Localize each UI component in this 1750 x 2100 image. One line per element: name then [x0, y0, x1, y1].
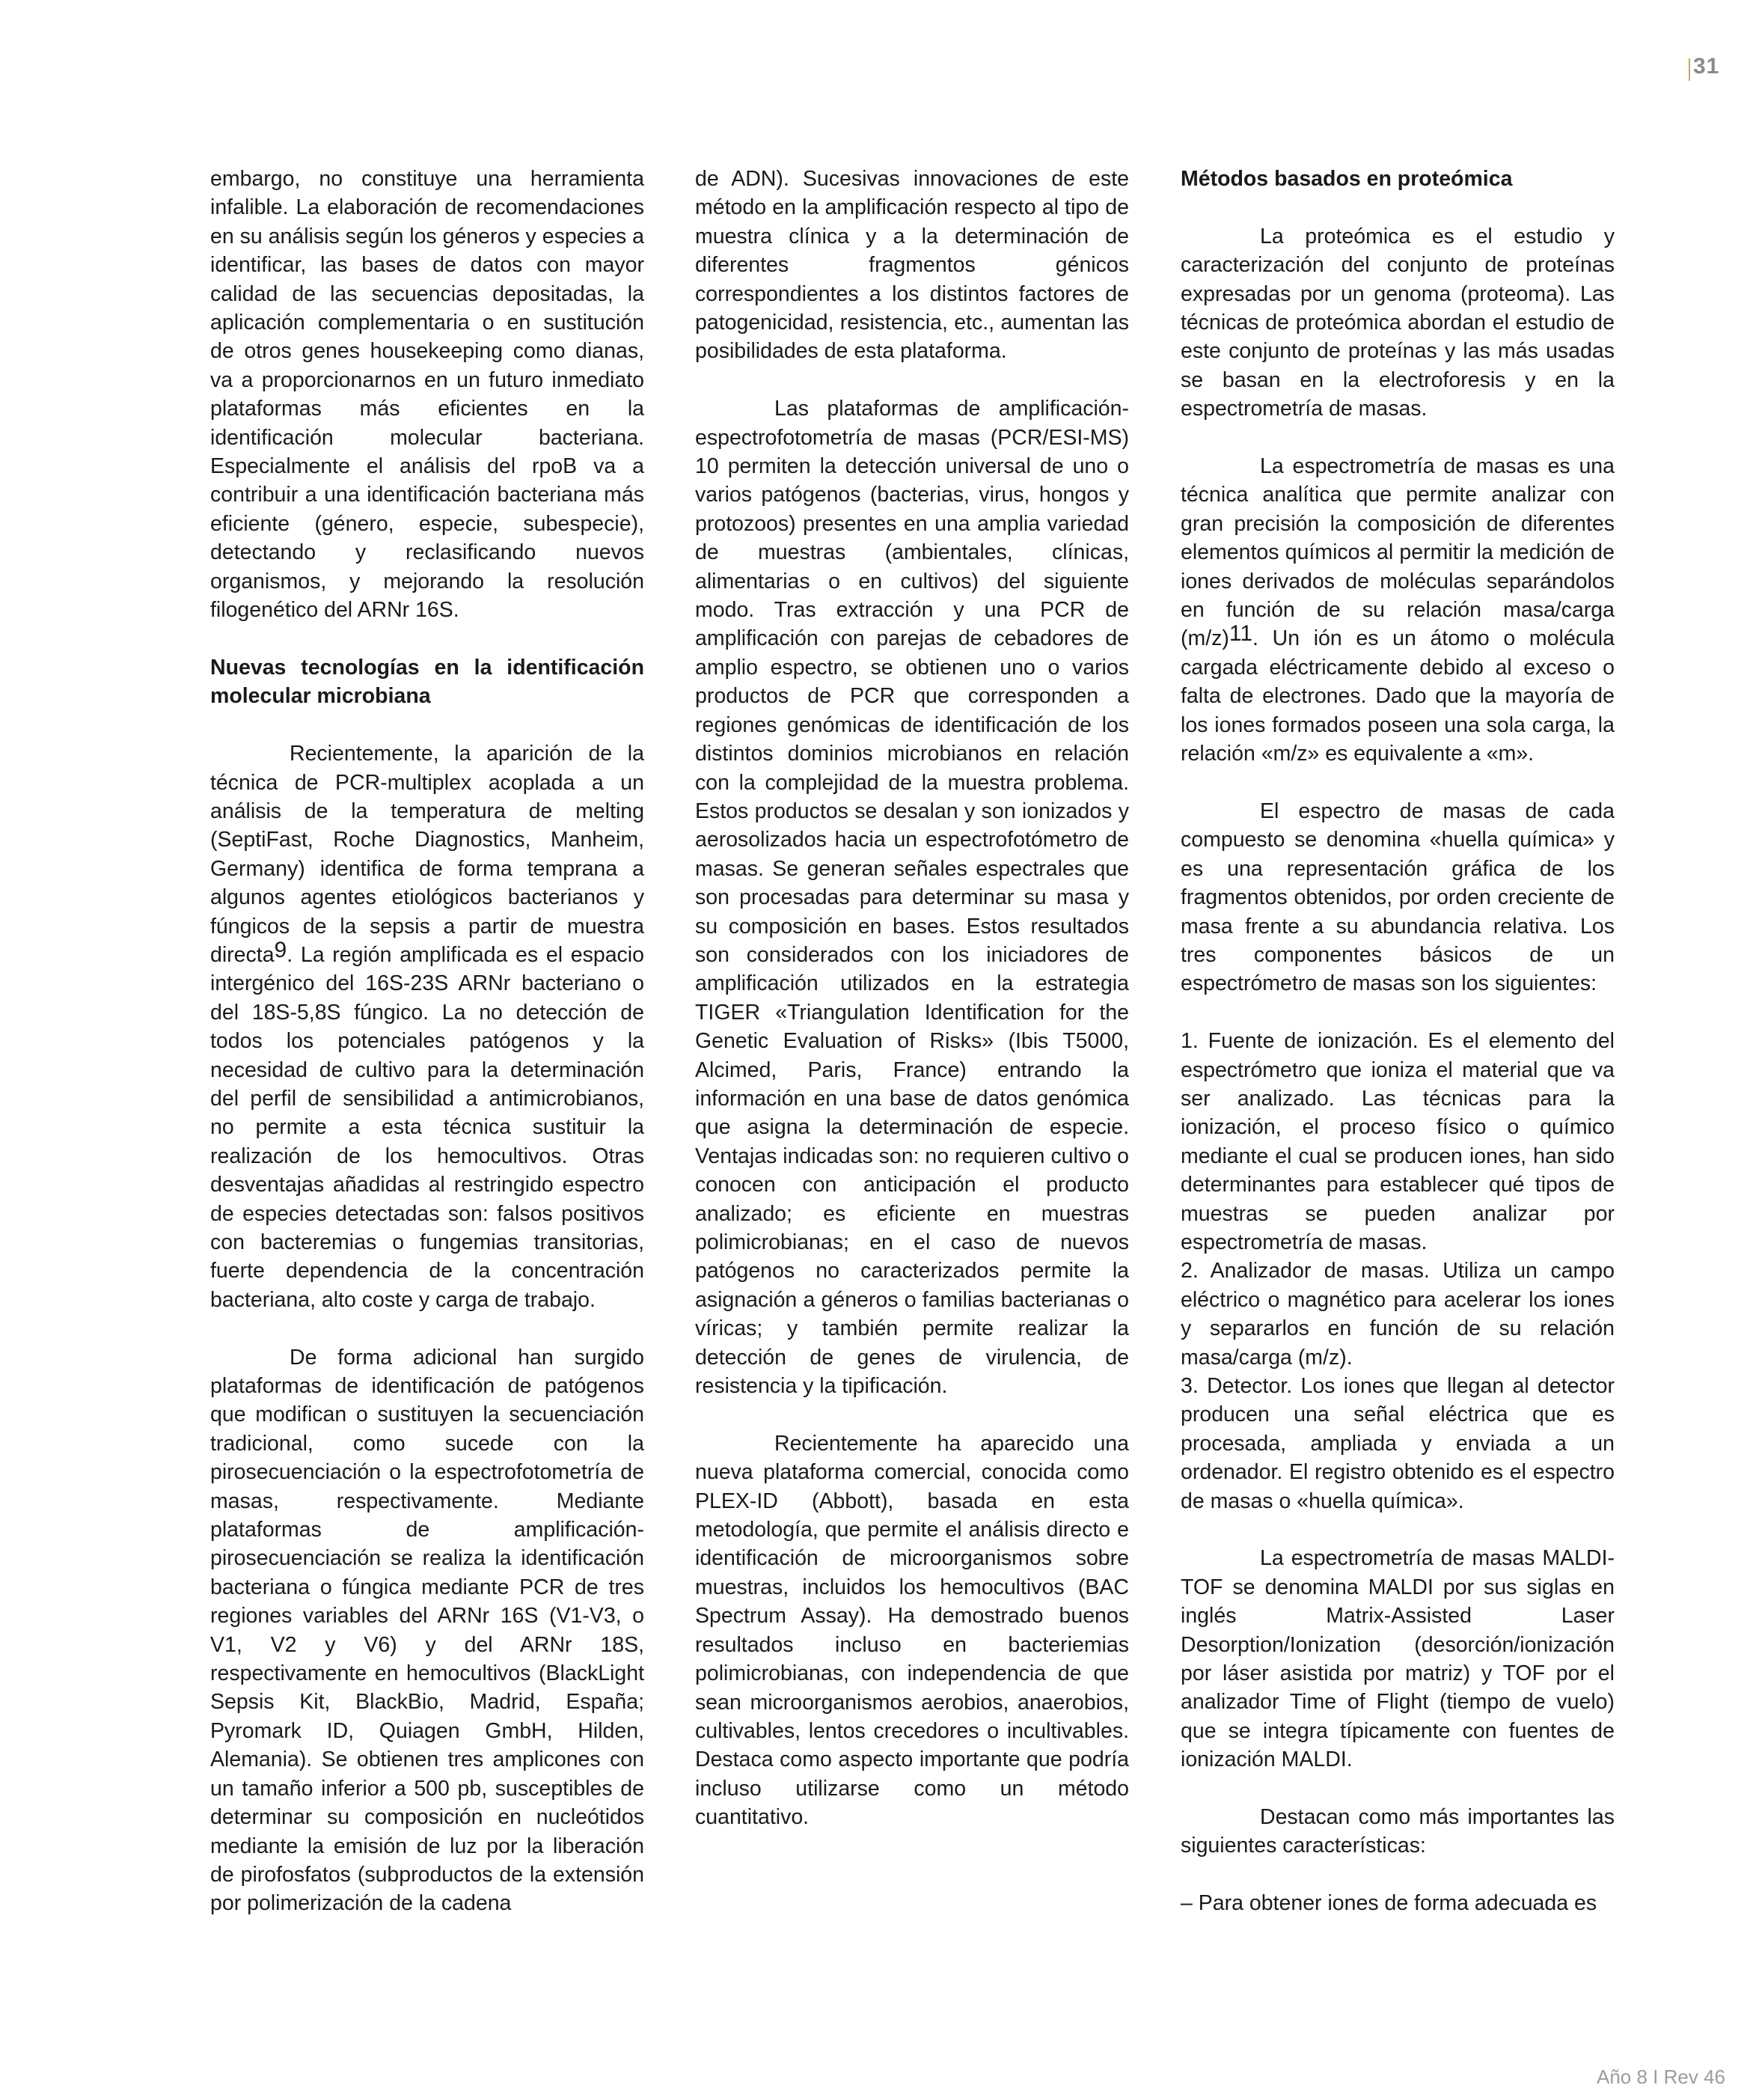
paragraph: La proteómica es el estudio y caracterización del conjunto de proteínas expresadas por un genoma (proteoma). Las técnicas de proteómica abordan el estudio de este conjunto de proteínas y las más usadas se basan en la electroforesis y en la espectrometría de masas. [1181, 224, 1615, 421]
text-column-1 [210, 165, 644, 1947]
page-number: 31 [1693, 54, 1720, 79]
paragraph: El espectro de masas de cada compuesto se denomina «huella química» y es una representación gráfica de los fragmentos obtenidos, por orden creciente de masa frente a su abundancia relativa. Los tres componentes básicos de un espectrómetro de masas son los siguientes: [1181, 799, 1615, 996]
paragraph [210, 739, 644, 1314]
paragraph: de ADN). Sucesivas innovaciones de este método en la amplificación respecto al tipo de muestra clínica y a la determinación de diferentes fragmentos génicos correspondientes a los distintos factores de patogenicidad, resistencia, etc., aumentan las posibilidades de esta plataforma. [695, 167, 1129, 364]
reference-marker: 9 [274, 937, 287, 962]
paragraph: Recientemente ha aparecido una nueva plataforma comercial, conocida como PLEX-ID (Abbott), basada en esta metodología, que permite el análisis directo e identificación de microorganismos sobre muestras, incluidos los hemocultivos (BAC Spectrum Assay). Ha demostrado buenos resultados incluso en bacteriemias polimicrobianas, con independencia de que sean microorganismos aerobios, anaerobios, cultivables, lentos crecedores o incultivables. Destaca como aspecto importante que podría incluso utilizarse como un método cuantitativo. [695, 1431, 1129, 1830]
section-heading: Métodos basados en proteómica [1181, 167, 1513, 191]
paragraph: – Para obtener iones de forma adecuada es [1181, 1891, 1597, 1916]
component-list [1181, 1027, 1615, 1516]
text-column-2 [695, 165, 1129, 1861]
paragraph: Destacan como más importantes las siguientes características: [1181, 1805, 1615, 1858]
paragraph-text: La espectrometría de masas es una técnica analítica que permite analizar con gran precisión la composición de diferentes elementos químicos al permitir la medición de iones derivados de moléculas separándolos en función de su relación masa/carga (m/z) [1181, 454, 1615, 651]
text-column-3 [1181, 165, 1615, 1947]
paragraph-text: . Un ión es un átomo o molécula cargada eléctricamente debido al exceso o falta de electrones. Dado que la mayoría de los iones formados poseen una sola carga, la relación «m/z» es equivalente a «m». [1181, 626, 1615, 766]
list-item: 1. Fuente de ionización. Es el elemento del espectrómetro que ioniza el material que va ser analizado. Las técnicas para la ionización, el proceso físico o químico mediante el cual se producen iones, han sido determinantes para establecer qué tipos de muestras se pueden analizar por espectrometría de masas. [1181, 1029, 1615, 1254]
paragraph: La espectrometría de masas MALDI-TOF se denomina MALDI por sus siglas en inglés Matrix-Assisted Laser Desorption/Ionization (desorción/ionización por láser asistida por matriz) y TOF por el analizador Time of Flight (tiempo de vuelo) que se integra típicamente con fuentes de ionización MALDI. [1181, 1546, 1615, 1772]
paragraph [1181, 452, 1615, 768]
paragraph: embargo, no constituye una herramienta infalible. La elaboración de recomendaciones en su análisis según los géneros y especies a identificar, las bases de datos con mayor calidad de las secuencias depositadas, la aplicación complementaria o en sustitución de otros genes housekeeping como dianas, va a proporcionarnos en un futuro inmediato plataformas más eficientes en la identificación molecular bacteriana. Especialmente el análisis del rpoB va a contribuir a una identificación bacteriana más eficiente (género, especie, subespecie), detectando y reclasificando nuevos organismos, y mejorando la resolución filogenético del ARNr 16S. [210, 167, 644, 623]
paragraph-text: . La región amplificada es el espacio intergénico del 16S-23S ARNr bacteriano o del 18S-5,8S fúngico. La no detección de todos los potenciales patógenos y la necesidad de cultivo para la determinación del perfil de sensibilidad a antimicrobianos, no permite a esta técnica sustituir la realización de los hemocultivos. Otras desventajas añadidas al restringido espectro de especies detectadas son: falsos positivos con bacteremias o fungemias transitorias, fuerte dependencia de la concentración bacteriana, alto coste y carga de trabajo. [210, 942, 644, 1312]
list-item: 2. Analizador de masas. Utiliza un campo eléctrico o magnético para acelerar los iones y separarlos en función de su relación masa/carga (m/z). [1181, 1259, 1615, 1370]
list-item: 3. Detector. Los iones que llegan al detector producen una señal eléctrica que es procesada, ampliada y enviada a un ordenador. El registro obtenido es el espectro de masas o «huella química». [1181, 1374, 1615, 1513]
paragraph: De forma adicional han surgido plataformas de identificación de patógenos que modifican o sustituyen la secuenciación tradicional, como sucede con la pirosecuenciación o la espectrofotometría de masas, respectivamente. Mediante plataformas de amplificación-pirosecuenciación se realiza la identificación bacteriana o fúngica mediante PCR de tres regiones variables del ARNr 16S (V1-V3, o V1, V2 y V6) y del ARNr 18S, respectivamente en hemocultivos (BlackLight Sepsis Kit, BlackBio, Madrid, España; Pyromark ID, Quiagen GmbH, Hilden, Alemania). Se obtienen tres amplicones con un tamaño inferior a 500 pb, susceptibles de determinar su composición en nucleótidos mediante la emisión de luz por la liberación de pirofosfatos (subproductos de la extensión por polimerización de la cadena [210, 1345, 644, 1916]
footer-issue: Año 8 I Rev 46 [1597, 2066, 1725, 2088]
paragraph-text: Recientemente, la aparición de la técnica de PCR-multiplex acoplada a un análisis de la temperatura de melting (SeptiFast, Roche Diagnostics, Manheim, Germany) identifica de forma temprana a algunos agentes etiológicos bacterianos y fúngicos de la sepsis a partir de muestra directa [210, 742, 644, 967]
section-heading: Nuevas tecnologías en la identificación molecular microbiana [210, 655, 644, 709]
reference-marker: 11 [1229, 621, 1253, 647]
paragraph: Las plataformas de amplificación-espectrofotometría de masas (PCR/ESI-MS) 10 permiten la detección universal de uno o varios patógenos (bacterias, virus, hongos y protozoos) presentes en una amplia variedad de muestras (ambientales, clínicas, alimentarias o en cultivos) del siguiente modo. Tras extracción y una PCR de amplificación con parejas de cebadores de amplio espectro, se obtienen uno o varios productos de PCR que corresponden a regiones genómicas de identificación de los distintos dominios microbianos en relación con la complejidad de la muestra problema. Estos productos se desalan y son ionizados y aerosolizados hacia un espectrofotómetro de masas. Se generan señales espectrales que son procesadas para determinar su masa y su composición en bases. Estos resultados son considerados con los iniciadores de amplificación utilizados en la estrategia TIGER «Triangulation Identification for the Genetic Evaluation of Risks» (Ibis T5000, Alcimed, Paris, France) entrando la información en una base de datos genómica que asigna la determinación de especie. Ventajas indicadas son: no requieren cultivo o conocen con anticipación el producto analizado; es eficiente en muestras polimicrobianas; en el caso de nuevos patógenos no caracterizados permite la asignación a géneros o familias bacterianas o víricas; y también permite realizar la detección de genes de virulencia, de resistencia y la tipificación. [695, 397, 1129, 1399]
